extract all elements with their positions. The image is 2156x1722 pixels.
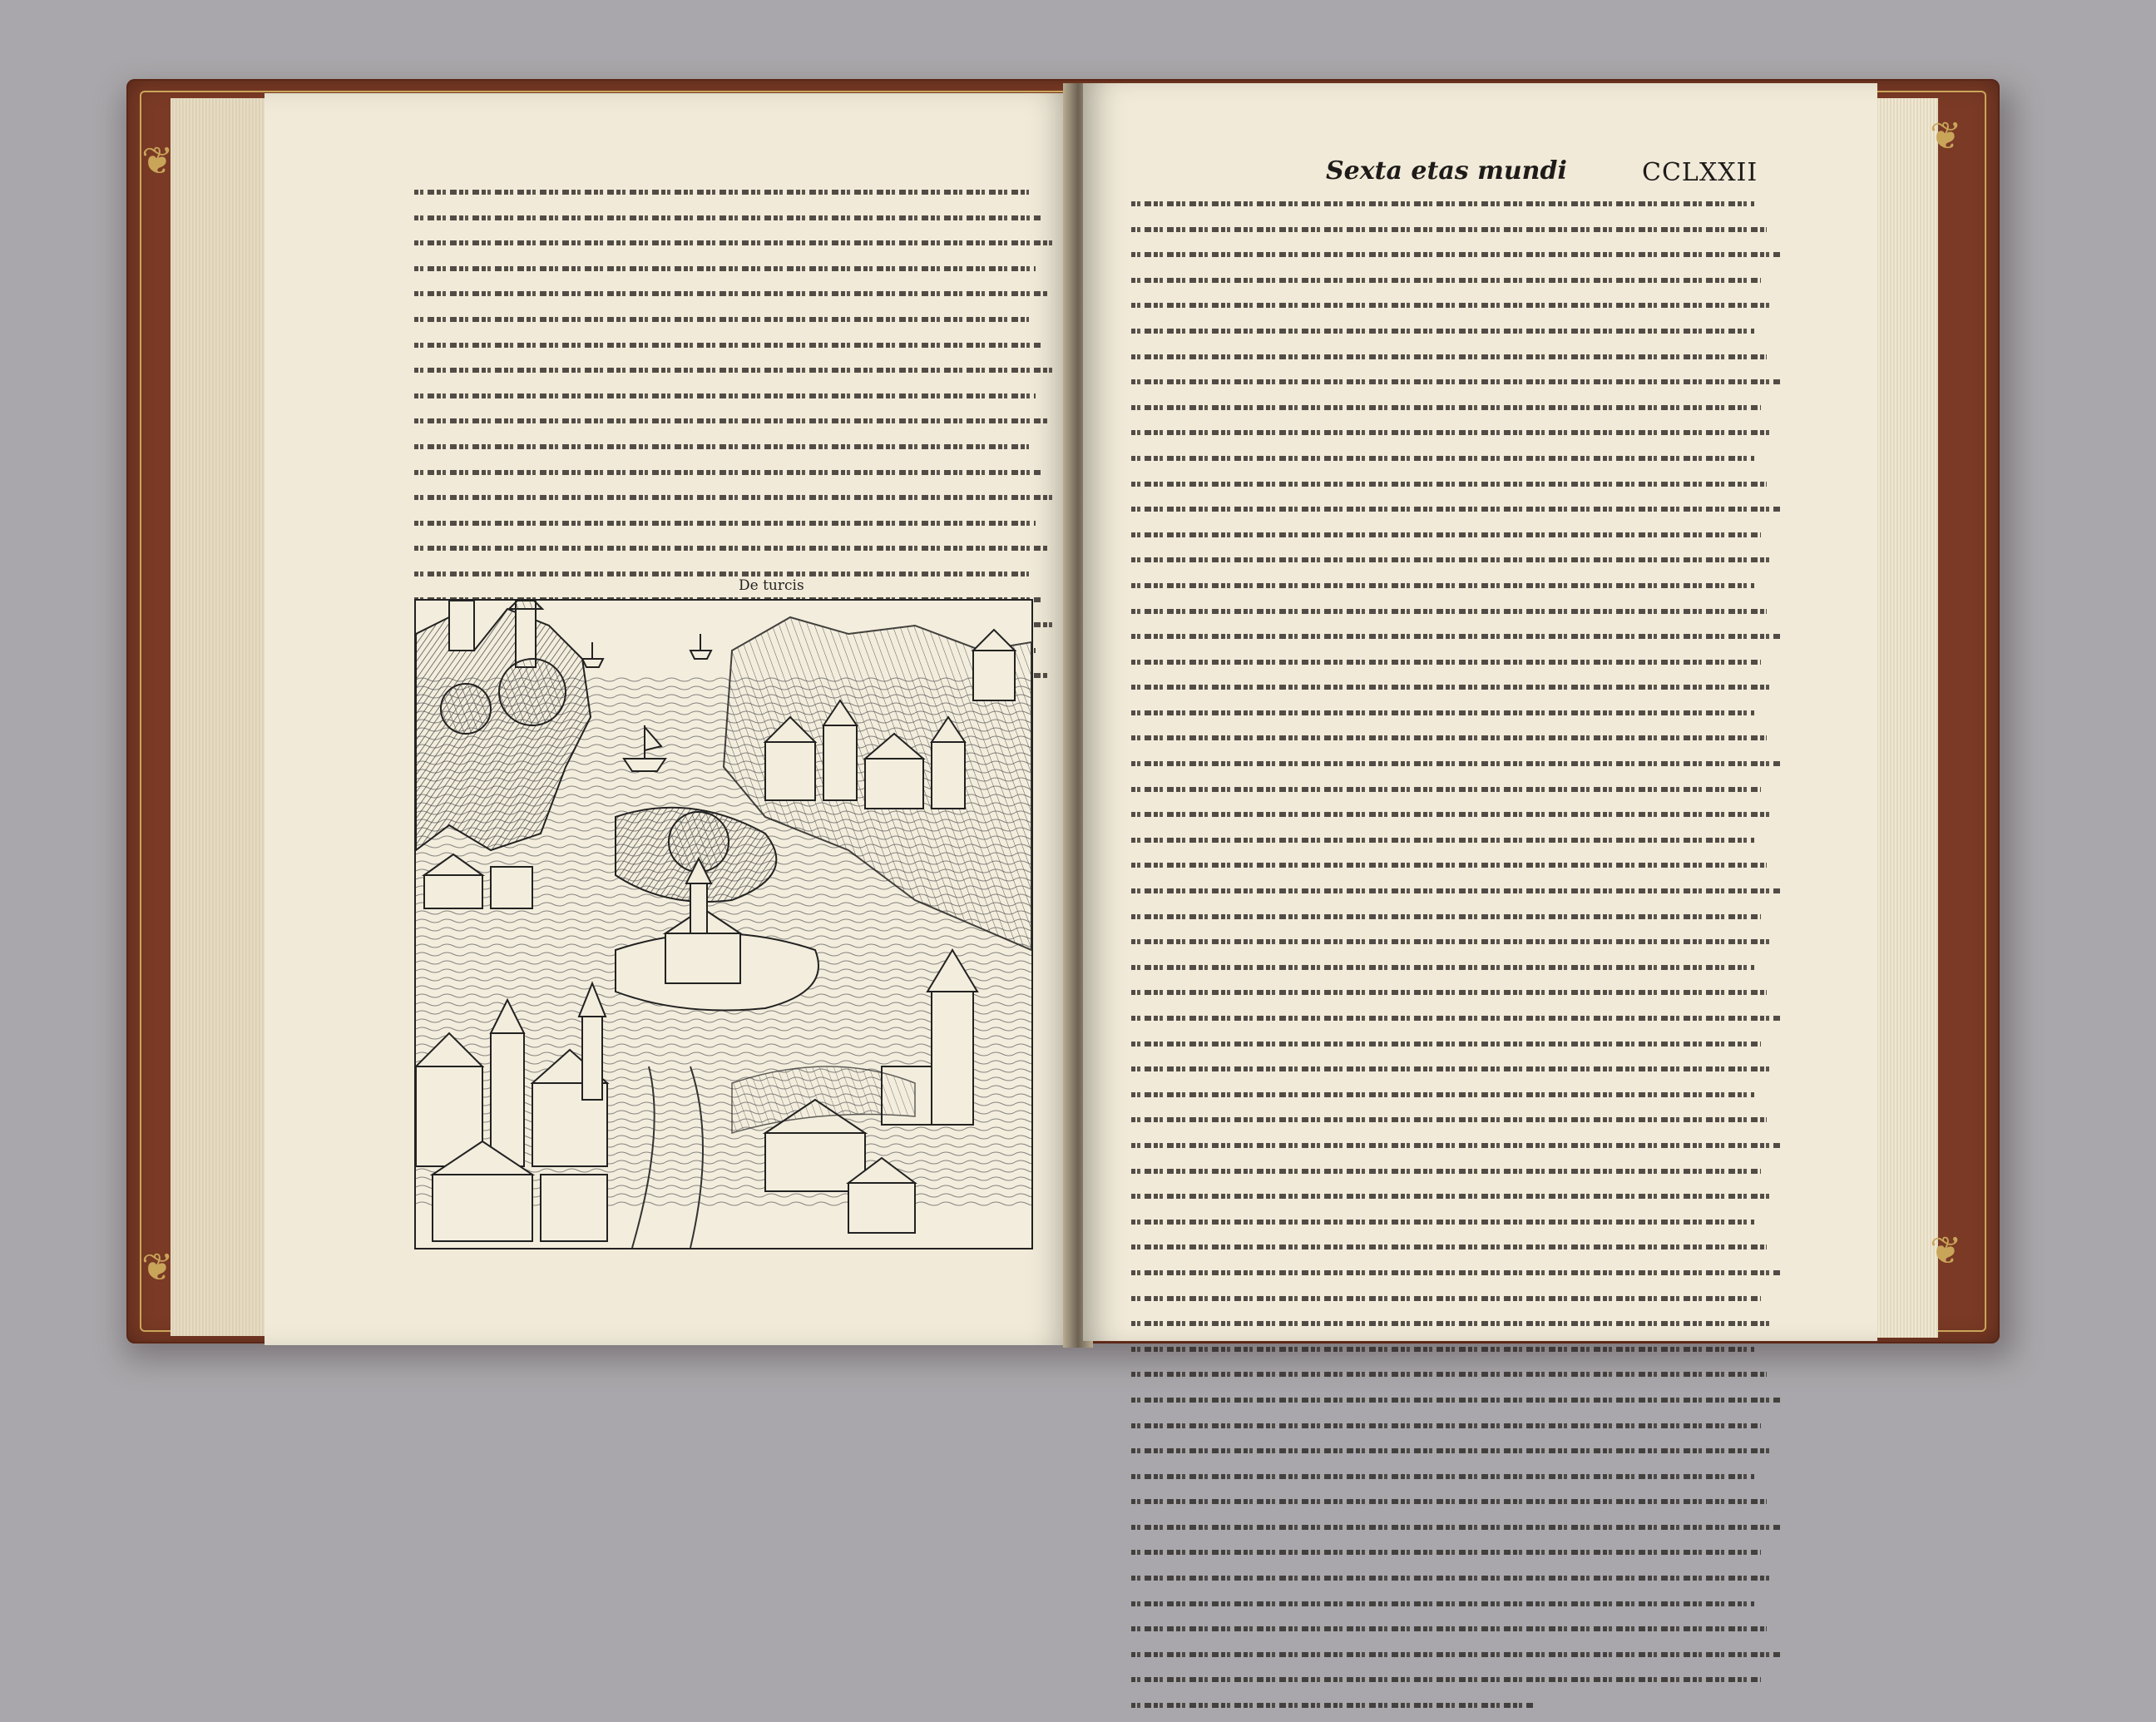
text-line (1131, 1220, 1780, 1239)
text-line (414, 470, 1055, 489)
text-line-bar (1131, 278, 1761, 283)
text-line (1131, 1626, 1780, 1645)
text-line (1131, 227, 1780, 246)
text-line-bar (1131, 1169, 1761, 1174)
text-line (414, 291, 1055, 310)
text-line (414, 495, 1055, 514)
text-line-bar (1131, 1499, 1767, 1504)
cover-ornament-icon: ❦ (141, 138, 174, 183)
text-line-bar (1131, 201, 1754, 206)
text-line (1131, 965, 1780, 984)
text-line-bar (1131, 532, 1761, 537)
text-line-bar (414, 343, 1042, 348)
text-line (1131, 735, 1780, 755)
text-line-bar (1131, 812, 1773, 817)
text-line (1131, 482, 1780, 501)
text-line (1131, 812, 1780, 831)
text-line (1131, 1499, 1780, 1518)
text-line-bar (414, 521, 1036, 526)
text-line (1131, 532, 1780, 552)
text-line (414, 521, 1055, 540)
text-line-bar (1131, 379, 1780, 384)
text-line-bar (414, 291, 1048, 296)
text-line-bar (1131, 1117, 1767, 1122)
text-line-bar (1131, 1474, 1754, 1479)
text-line-bar (414, 418, 1048, 423)
text-line-bar (1131, 1143, 1780, 1148)
text-line-bar (1131, 1652, 1780, 1657)
text-line (414, 546, 1055, 565)
text-line (1131, 1398, 1780, 1417)
text-line (1131, 1677, 1780, 1696)
text-line (1131, 1296, 1780, 1315)
text-line (1131, 1525, 1780, 1544)
text-line-bar (1131, 329, 1754, 334)
text-line (1131, 1423, 1780, 1442)
text-line-bar (1131, 660, 1761, 665)
text-line-bar (1131, 888, 1780, 893)
text-line-bar (1131, 710, 1754, 715)
text-line-bar (1131, 914, 1761, 919)
text-line (1131, 252, 1780, 271)
text-line (1131, 1092, 1780, 1111)
text-line-bar (414, 572, 1029, 576)
text-line-bar (1131, 1016, 1780, 1021)
text-line-bar (1131, 303, 1773, 308)
text-line-bar (414, 240, 1055, 245)
text-line-bar (1131, 1321, 1773, 1326)
text-line-bar (1131, 965, 1754, 970)
text-line (1131, 1066, 1780, 1086)
text-line-bar (414, 470, 1042, 475)
text-line (1131, 1321, 1780, 1340)
text-line (1131, 278, 1780, 297)
woodcut-svg (416, 601, 1031, 1248)
text-line (1131, 761, 1780, 780)
text-line (1131, 710, 1780, 730)
text-line-bar (1131, 583, 1754, 588)
text-line-bar (1131, 761, 1780, 766)
right-page-edges (1872, 98, 1938, 1338)
text-line (1131, 1550, 1780, 1569)
text-line-bar (1131, 430, 1773, 435)
text-line (414, 215, 1055, 235)
text-line-bar (1131, 1398, 1780, 1403)
text-line (414, 317, 1055, 336)
text-line-bar (1131, 1576, 1773, 1581)
text-line-bar (1131, 1626, 1767, 1631)
text-line-bar (1131, 1703, 1534, 1708)
text-line-bar (1131, 838, 1754, 843)
text-line (1131, 609, 1780, 628)
text-line-bar (1131, 1194, 1773, 1199)
text-line-bar (414, 317, 1029, 322)
text-line (1131, 914, 1780, 933)
text-line-bar (1131, 1066, 1773, 1071)
text-line-bar (414, 495, 1055, 500)
right-text-block (1131, 195, 1780, 1722)
text-line (414, 444, 1055, 463)
text-line (414, 266, 1055, 285)
text-line-bar (1131, 1092, 1754, 1097)
text-line-bar (1131, 1042, 1761, 1047)
text-line-bar (1131, 1423, 1761, 1428)
text-line-bar (1131, 685, 1773, 690)
text-line-bar (1131, 939, 1773, 944)
text-line (414, 190, 1055, 209)
text-line (1131, 888, 1780, 908)
text-line (1131, 1652, 1780, 1671)
text-line-bar (1131, 1525, 1780, 1530)
text-line-bar (414, 190, 1029, 195)
text-line (1131, 201, 1780, 220)
text-line (1131, 557, 1780, 576)
text-line (414, 240, 1055, 260)
text-line-bar (1131, 1550, 1761, 1555)
text-line (1131, 1601, 1780, 1621)
text-line (1131, 354, 1780, 374)
cover-ornament-icon: ❦ (1930, 1228, 1962, 1273)
text-line-bar (1131, 482, 1767, 487)
text-line (414, 418, 1055, 438)
woodcut-caption: De turcis (739, 577, 804, 594)
text-line (1131, 787, 1780, 806)
text-line-bar (1131, 507, 1780, 512)
text-line (1131, 1143, 1780, 1162)
text-line-bar (1131, 354, 1767, 359)
text-line-bar (1131, 609, 1767, 614)
text-line (414, 393, 1055, 413)
text-line (1131, 507, 1780, 526)
text-line (1131, 1270, 1780, 1289)
text-line-bar (414, 546, 1048, 551)
text-line-bar (1131, 1677, 1761, 1682)
text-line-bar (1131, 227, 1767, 232)
cover-ornament-icon: ❦ (141, 1244, 174, 1289)
text-line-bar (1131, 1244, 1767, 1249)
text-line-bar (414, 444, 1029, 449)
text-line (1131, 634, 1780, 653)
left-page-edges (171, 98, 270, 1336)
text-line-bar (1131, 1347, 1754, 1352)
text-line (1131, 379, 1780, 398)
text-line (1131, 1372, 1780, 1391)
text-line (1131, 1117, 1780, 1136)
text-line (414, 343, 1055, 362)
text-line (1131, 1016, 1780, 1035)
text-line-bar (1131, 405, 1761, 410)
text-line (1131, 1169, 1780, 1188)
text-line-bar (1131, 1448, 1773, 1453)
right-page (1083, 83, 1877, 1341)
text-line-bar (1131, 1270, 1780, 1275)
text-line (1131, 990, 1780, 1009)
text-line (1131, 1347, 1780, 1366)
woodcut-illustration (414, 599, 1033, 1249)
text-line-bar (414, 393, 1036, 398)
text-line-bar (1131, 634, 1780, 639)
text-line (1131, 863, 1780, 882)
text-line-bar (1131, 735, 1767, 740)
text-line-bar (1131, 557, 1773, 562)
text-line (1131, 1194, 1780, 1213)
text-line-bar (1131, 863, 1767, 868)
text-line (1131, 303, 1780, 322)
text-line (1131, 1576, 1780, 1595)
text-line-bar (1131, 1372, 1767, 1377)
text-line-bar (1131, 787, 1761, 792)
text-line-bar (1131, 1220, 1754, 1225)
text-line (1131, 1703, 1780, 1722)
text-line-bar (1131, 456, 1754, 461)
text-line (1131, 1448, 1780, 1467)
text-line (1131, 1474, 1780, 1493)
text-line (1131, 583, 1780, 602)
text-line (1131, 685, 1780, 704)
text-line-bar (414, 215, 1042, 220)
text-line-bar (1131, 1601, 1754, 1606)
text-line (414, 572, 1055, 591)
text-line-bar (1131, 990, 1767, 995)
text-line (1131, 329, 1780, 348)
text-line (1131, 405, 1780, 424)
text-line (414, 368, 1055, 387)
cover-ornament-icon: ❦ (1930, 113, 1962, 158)
text-line (1131, 430, 1780, 449)
text-line (1131, 939, 1780, 958)
text-line-bar (414, 266, 1036, 271)
text-line (1131, 838, 1780, 857)
text-line (1131, 1244, 1780, 1264)
text-line-bar (1131, 252, 1780, 257)
text-line (1131, 1042, 1780, 1061)
text-line-bar (1131, 1296, 1761, 1301)
text-line (1131, 660, 1780, 679)
text-line-bar (414, 368, 1055, 373)
left-page (265, 93, 1071, 1345)
running-head: Sexta etas mundi (1326, 156, 1567, 186)
text-line (1131, 456, 1780, 475)
folio-number: CCLXXII (1642, 158, 1758, 187)
